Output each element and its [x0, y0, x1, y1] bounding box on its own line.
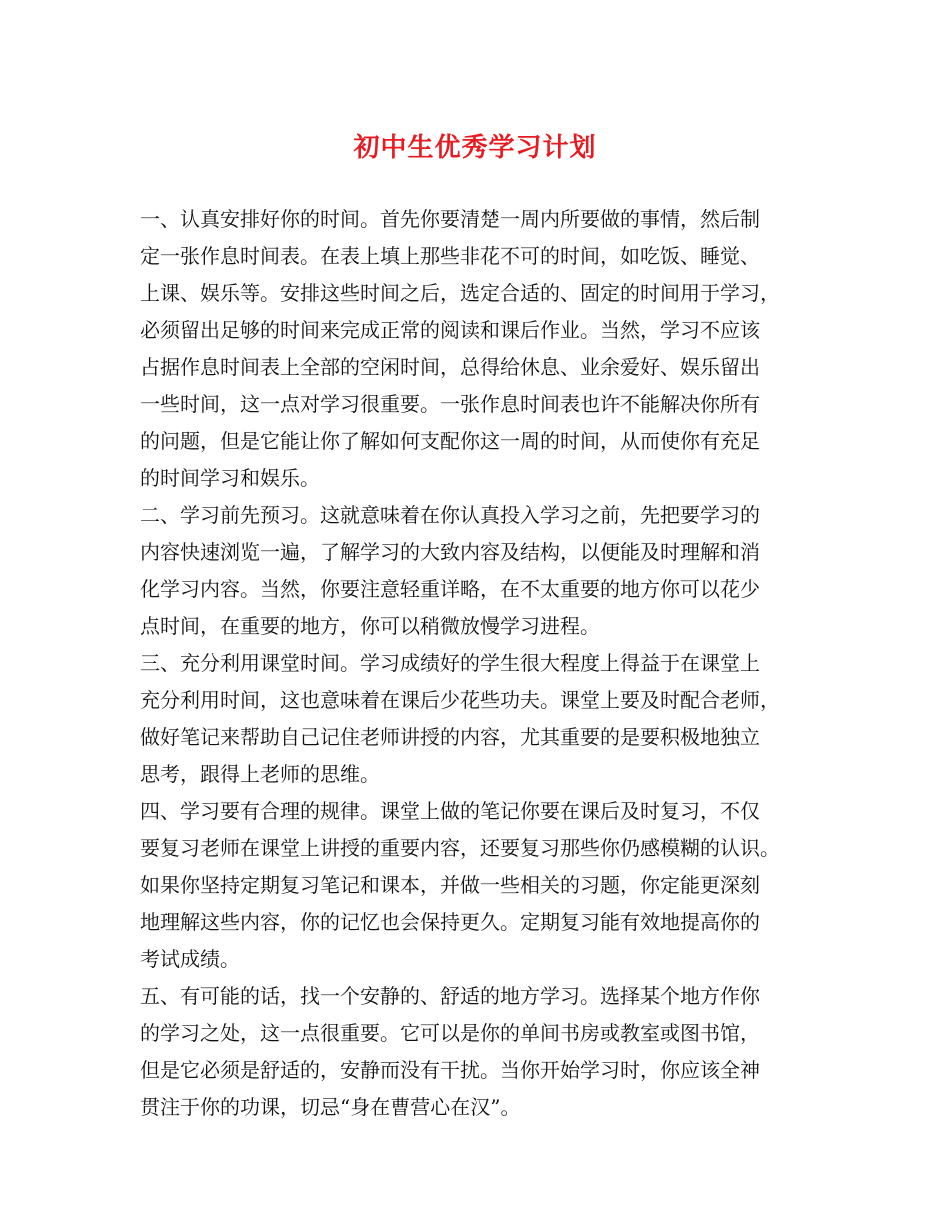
- text-line: 的时间学习和娱乐。: [140, 466, 320, 490]
- text-line: 如果你坚持定期复习笔记和课本，并做一些相关的习题，你定能更深刻: [140, 873, 760, 897]
- document-title: 初中生优秀学习计划: [353, 133, 597, 163]
- text-line: 但是它必须是舒适的，安静而没有干扰。当你开始学习时，你应该全神: [140, 1058, 760, 1082]
- paragraph-3: [140, 645, 820, 793]
- text-line: 要复习老师在课堂上讲授的重要内容，还要复习那些你仍感模糊的认识。: [140, 836, 780, 860]
- text-line: 的问题，但是它能让你了解如何支配你这一周的时间，从而使你有充足: [140, 429, 760, 453]
- text-line: 上课、娱乐等。安排这些时间之后，选定合适的、固定的时间用于学习，: [140, 281, 780, 305]
- text-line: 地理解这些内容，你的记忆也会保持更久。定期复习能有效地提高你的: [140, 910, 760, 934]
- text-line: 必须留出足够的时间来完成正常的阅读和课后作业。当然，学习不应该: [140, 318, 760, 342]
- text-line: 一些时间，这一点对学习很重要。一张作息时间表也许不能解决你所有: [140, 392, 760, 416]
- text-line: 点时间，在重要的地方，你可以稍微放慢学习进程。: [140, 614, 600, 638]
- text-line: 占据作息时间表上全部的空闲时间，总得给休息、业余爱好、娱乐留出: [140, 355, 760, 379]
- paragraph-2: [140, 497, 820, 645]
- paragraph-4: [140, 793, 820, 978]
- text-line: 的学习之处，这一点很重要。它可以是你的单间书房或教室或图书馆，: [140, 1021, 760, 1045]
- text-line: 思考，跟得上老师的思维。: [140, 762, 380, 786]
- text-line: 内容快速浏览一遍，了解学习的大致内容及结构，以便能及时理解和消: [140, 540, 760, 564]
- text-line: 三、充分利用课堂时间。学习成绩好的学生很大程度上得益于在课堂上: [140, 651, 760, 675]
- text-line: 四、学习要有合理的规律。课堂上做的笔记你要在课后及时复习，不仅: [140, 799, 760, 823]
- paragraph-1: [140, 201, 820, 497]
- text-line: 充分利用时间，这也意味着在课后少花些功夫。课堂上要及时配合老师，: [140, 688, 780, 712]
- document-body: [140, 201, 820, 1126]
- text-line: 做好笔记来帮助自己记住老师讲授的内容，尤其重要的是要积极地独立: [140, 725, 760, 749]
- paragraph-5: [140, 978, 820, 1126]
- text-line: 考试成绩。: [140, 947, 240, 971]
- text-line: 化学习内容。当然，你要注意轻重详略，在不太重要的地方你可以花少: [140, 577, 760, 601]
- text-line: 二、学习前先预习。这就意味着在你认真投入学习之前，先把要学习的: [140, 503, 760, 527]
- text-line: 贯注于你的功课，切忌“身在曹营心在汉”。: [140, 1095, 521, 1119]
- text-line: 定一张作息时间表。在表上填上那些非花不可的时间，如吃饭、睡觉、: [140, 244, 760, 268]
- text-line: 五、有可能的话，找一个安静的、舒适的地方学习。选择某个地方作你: [140, 984, 760, 1008]
- text-line: 一、认真安排好你的时间。首先你要清楚一周内所要做的事情，然后制: [140, 207, 760, 231]
